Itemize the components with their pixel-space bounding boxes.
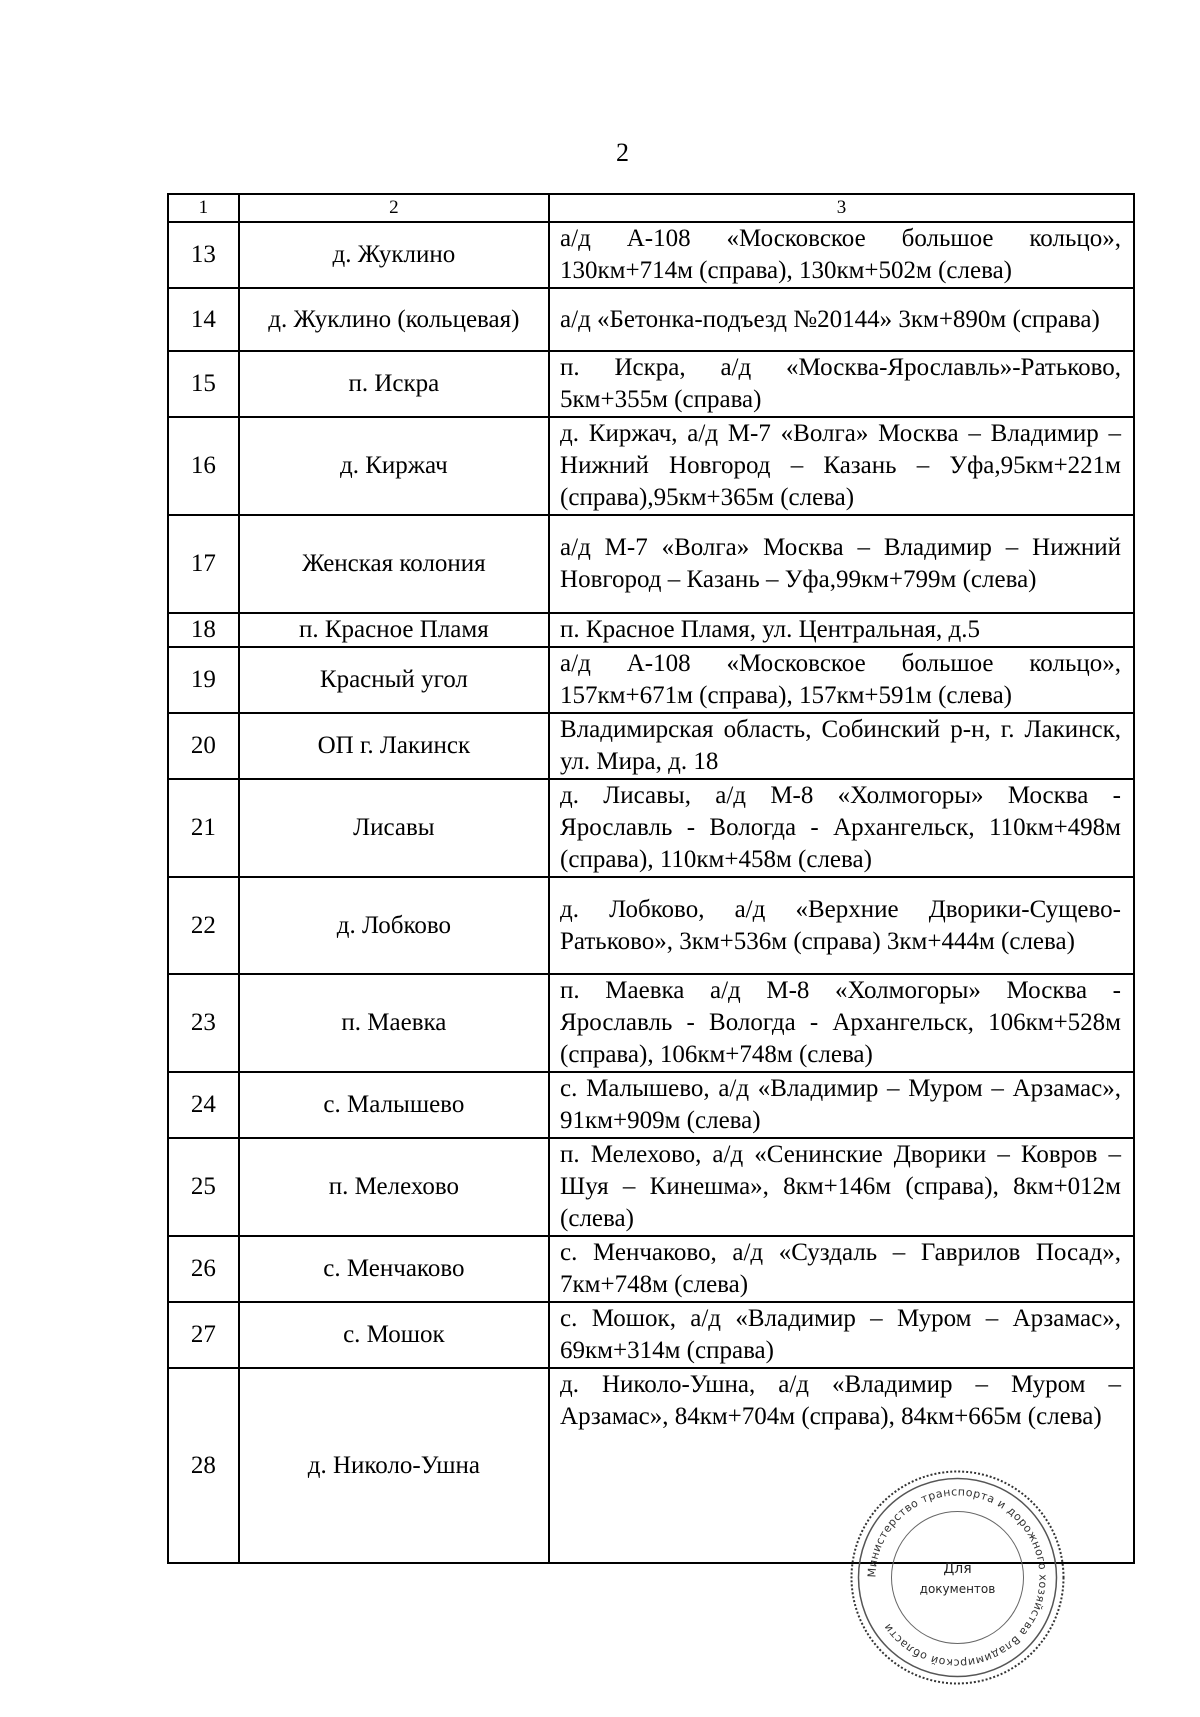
row-number: 14 xyxy=(168,288,239,351)
table-row xyxy=(168,779,1134,877)
stop-name: с. Мошок xyxy=(239,1302,549,1368)
table-row xyxy=(168,1072,1134,1138)
svg-text:Министерство транспорта и доро xyxy=(865,1485,1049,1669)
seal-ring-text: Министерство транспорта и дорожного хозяйства Владимирской области xyxy=(865,1485,1050,1670)
stop-address: а/д М-7 «Волга» Москва – Владимир – Нижний Новгород – Казань – Уфа,99км+799м (слева) xyxy=(549,515,1134,613)
table-row xyxy=(168,288,1134,351)
seal-center-text-2: документов xyxy=(919,1582,996,1596)
stop-address: с. Менчаково, а/д «Суздаль – Гаврилов Посад», 7км+748м (слева) xyxy=(549,1236,1134,1302)
stop-address: д. Киржач, а/д М-7 «Волга» Москва – Владимир – Нижний Новгород – Казань – Уфа,95км+221м (справа),95км+365м (слева) xyxy=(549,417,1134,515)
row-number: 13 xyxy=(168,222,239,288)
stop-name: п. Маевка xyxy=(239,974,549,1072)
stop-address: а/д «Бетонка-подъезд №20144» 3км+890м (справа) xyxy=(549,288,1134,351)
header-cell-3: 3 xyxy=(549,194,1134,222)
stop-name: д. Жуклино xyxy=(239,222,549,288)
row-number: 21 xyxy=(168,779,239,877)
stop-name: п. Красное Пламя xyxy=(239,613,549,647)
row-number: 22 xyxy=(168,877,239,974)
stop-address: Владимирская область, Собинский р-н, г. Лакинск, ул. Мира, д. 18 xyxy=(549,713,1134,779)
table-row xyxy=(168,351,1134,417)
row-number: 23 xyxy=(168,974,239,1072)
stop-name: д. Николо-Ушна xyxy=(239,1368,549,1563)
stop-address: п. Искра, а/д «Москва-Ярославль»-Ратьково, 5км+355м (справа) xyxy=(549,351,1134,417)
stop-name: с. Менчаково xyxy=(239,1236,549,1302)
row-number: 20 xyxy=(168,713,239,779)
stop-name: д. Лобково xyxy=(239,877,549,974)
stop-address: п. Красное Пламя, ул. Центральная, д.5 xyxy=(549,613,1134,647)
stop-name: п. Мелехово xyxy=(239,1138,549,1236)
header-cell-2: 2 xyxy=(239,194,549,222)
stop-name: д. Киржач xyxy=(239,417,549,515)
stop-address: а/д А-108 «Московское большое кольцо», 130км+714м (справа), 130км+502м (слева) xyxy=(549,222,1134,288)
stop-name: Женская колония xyxy=(239,515,549,613)
table-row xyxy=(168,713,1134,779)
stop-name: Лисавы xyxy=(239,779,549,877)
page-number: 2 xyxy=(616,138,629,167)
header-cell-1: 1 xyxy=(168,194,239,222)
table-header-row xyxy=(168,194,1134,222)
table-row xyxy=(168,515,1134,613)
stop-name: ОП г. Лакинск xyxy=(239,713,549,779)
table-row xyxy=(168,1302,1134,1368)
stop-name: п. Искра xyxy=(239,351,549,417)
stop-address: с. Мошок, а/д «Владимир – Муром – Арзамас», 69км+314м (справа) xyxy=(549,1302,1134,1368)
row-number: 28 xyxy=(168,1368,239,1563)
row-number: 15 xyxy=(168,351,239,417)
row-number: 24 xyxy=(168,1072,239,1138)
table-row xyxy=(168,974,1134,1072)
official-seal xyxy=(845,1465,1070,1690)
row-number: 25 xyxy=(168,1138,239,1236)
row-number: 17 xyxy=(168,515,239,613)
stops-table xyxy=(167,193,1135,1564)
row-number: 18 xyxy=(168,613,239,647)
table-row xyxy=(168,1138,1134,1236)
table-row xyxy=(168,1236,1134,1302)
table-row xyxy=(168,647,1134,713)
stop-address: п. Маевка а/д М-8 «Холмогоры» Москва - Ярославль - Вологда - Архангельск, 106км+528м (справа), 106км+748м (слева) xyxy=(549,974,1134,1072)
stop-name: д. Жуклино (кольцевая) xyxy=(239,288,549,351)
row-number: 27 xyxy=(168,1302,239,1368)
stop-address: д. Николо-Ушна, а/д «Владимир – Муром – Арзамас», 84км+704м (справа), 84км+665м (слева) xyxy=(549,1368,1134,1563)
table-row xyxy=(168,613,1134,647)
stop-name: Красный угол xyxy=(239,647,549,713)
row-number: 26 xyxy=(168,1236,239,1302)
stop-address: п. Мелехово, а/д «Сенинские Дворики – Ковров – Шуя – Кинешма», 8км+146м (справа), 8км+012м (слева) xyxy=(549,1138,1134,1236)
stop-name: с. Малышево xyxy=(239,1072,549,1138)
stop-address: д. Лисавы, а/д М-8 «Холмогоры» Москва - Ярославль - Вологда - Архангельск, 110км+498м (справа), 110км+458м (слева) xyxy=(549,779,1134,877)
table-row xyxy=(168,222,1134,288)
table-row xyxy=(168,417,1134,515)
seal-center-text-1: Для xyxy=(943,1561,972,1577)
row-number: 19 xyxy=(168,647,239,713)
row-number: 16 xyxy=(168,417,239,515)
table-row xyxy=(168,877,1134,974)
stop-address: д. Лобково, а/д «Верхние Дворики-Сущево-Ратьково», 3км+536м (справа) 3км+444м (слева) xyxy=(549,877,1134,974)
stop-address: с. Малышево, а/д «Владимир – Муром – Арзамас», 91км+909м (слева) xyxy=(549,1072,1134,1138)
stop-address: а/д А-108 «Московское большое кольцо», 157км+671м (справа), 157км+591м (слева) xyxy=(549,647,1134,713)
